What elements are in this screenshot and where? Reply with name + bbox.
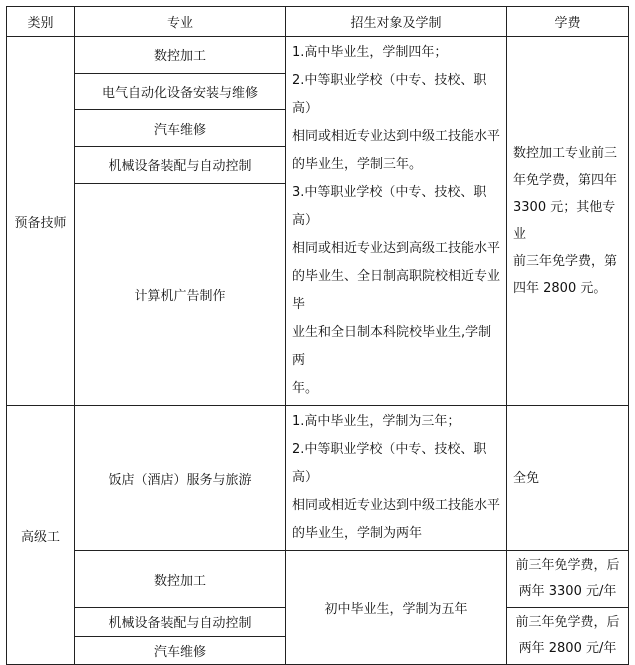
fee-line: 前三年免学费，后 [515, 615, 620, 630]
major-cell: 机械设备装配与自动控制 [75, 146, 286, 183]
fee-line: 前三年免学费，后 [515, 558, 620, 573]
major-cell: 数控加工 [75, 551, 286, 608]
target-line: 1.高中毕业生，学制为三年； [292, 414, 461, 429]
major-cell: 计算机广告制作 [75, 183, 286, 406]
header-category: 类别 [7, 7, 75, 37]
fee-cell [507, 608, 629, 665]
fee-line: 四年 2800 元。 [513, 281, 607, 296]
target-line: 2.中等职业学校（中专、技校、职高） [292, 73, 487, 116]
table-row [7, 406, 629, 551]
fee-line: 两年 2800 元/年 [518, 641, 617, 656]
major-cell: 饭店（酒店）服务与旅游 [75, 406, 286, 551]
target-cell [286, 37, 507, 406]
major-cell: 数控加工 [75, 37, 286, 74]
table-row [7, 37, 629, 74]
target-line: 业生和全日制本科院校毕业生,学制两 [292, 325, 492, 368]
fee-line: 前三年免学费，第 [513, 254, 618, 269]
target-cell: 初中毕业生，学制为五年 [286, 551, 507, 665]
fee-cell [507, 551, 629, 608]
target-cell [286, 406, 507, 551]
table-row [7, 551, 629, 608]
major-cell: 汽车维修 [75, 636, 286, 665]
target-line: 年。 [292, 381, 319, 396]
fee-line: 两年 3300 元/年 [518, 584, 617, 599]
target-line: 的毕业生、全日制高职院校相近专业毕 [292, 269, 501, 312]
fee-cell: 全免 [507, 406, 629, 551]
fee-line: 年免学费，第四年 [513, 173, 618, 188]
target-line: 相同或相近专业达到中级工技能水平 [292, 498, 501, 513]
header-row [7, 7, 629, 37]
category-cell: 高级工 [7, 406, 75, 665]
major-cell: 电气自动化设备安装与维修 [75, 73, 286, 110]
target-line: 的毕业生，学制为两年 [292, 526, 423, 541]
target-line: 相同或相近专业达到中级工技能水平 [292, 129, 501, 144]
header-target: 招生对象及学制 [286, 7, 507, 37]
fee-line: 3300 元；其他专业 [513, 200, 616, 242]
target-line: 1.高中毕业生，学制四年； [292, 45, 448, 60]
target-line: 2.中等职业学校（中专、技校、职高） [292, 442, 487, 485]
major-cell: 汽车维修 [75, 110, 286, 147]
fee-line: 数控加工专业前三 [513, 146, 618, 161]
tuition-table [6, 6, 629, 665]
major-cell: 机械设备装配与自动控制 [75, 608, 286, 637]
category-cell: 预备技师 [7, 37, 75, 406]
fee-cell [507, 37, 629, 406]
target-line: 的毕业生，学制三年。 [292, 157, 423, 172]
target-line: 3.中等职业学校（中专、技校、职高） [292, 185, 487, 228]
target-line: 相同或相近专业达到高级工技能水平 [292, 241, 501, 256]
header-fee: 学费 [507, 7, 629, 37]
header-major: 专业 [75, 7, 286, 37]
